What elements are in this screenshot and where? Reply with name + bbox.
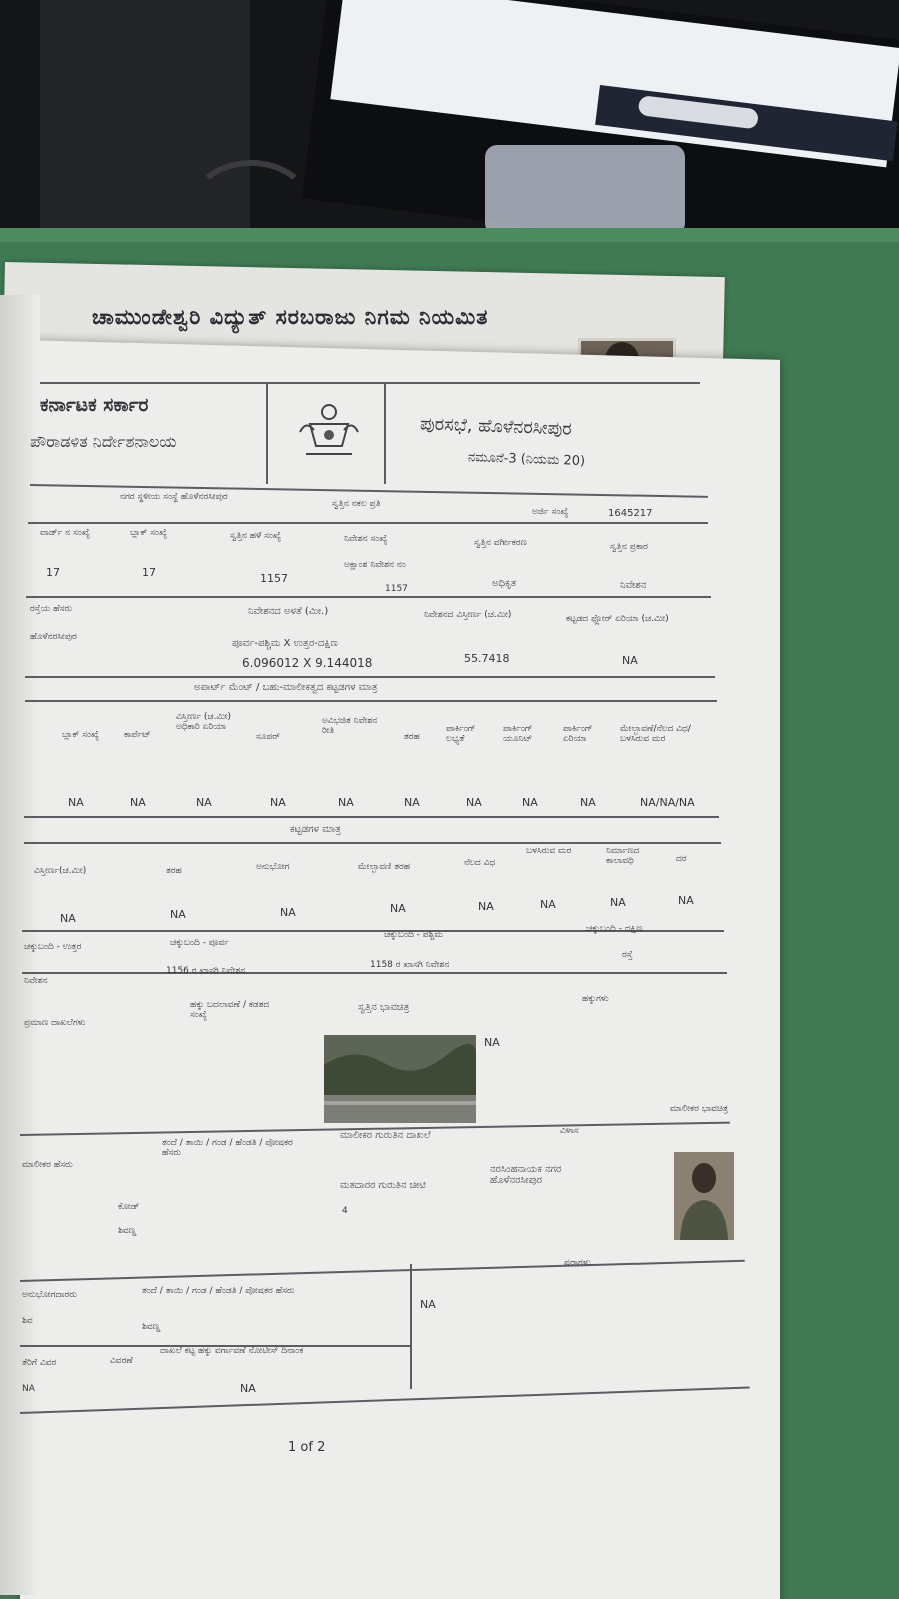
rule	[25, 676, 715, 678]
apt-header-parking-unit: ಪಾರ್ಕಿಂಗ್ ಯೂನಿಟ್	[503, 724, 533, 744]
rights-label: ಹಕ್ಕುಗಳು	[582, 994, 609, 1004]
light-glare	[485, 145, 685, 235]
old-number-value: 1157	[260, 572, 288, 585]
apt-header-type: ತರಹ	[404, 732, 420, 742]
holder-name-a: ಶಿವ	[22, 1316, 33, 1326]
type-value: ನಿವೇಶನ	[620, 580, 647, 591]
owner-code-name: ಶಿವಣ್ಣ	[118, 1226, 137, 1236]
owner-photo	[674, 1152, 734, 1240]
boundary-south-label: ಚಕ್ಕುಬಂದಿ - ದಕ್ಷಿಣ	[586, 924, 643, 934]
property-photo-label: ಸ್ವತ್ತಿನ ಭಾವಚಿತ್ರ	[358, 1002, 410, 1013]
bld-header-rate: ದರ	[676, 854, 687, 864]
bld-header-roof: ಮೇಲ್ಛಾವಣಿ ತರಹ	[358, 862, 410, 872]
appl-number: 1645217	[608, 508, 653, 519]
bld-value: NA	[170, 908, 186, 921]
voter-id-label: ಮತದಾರರ ಗುರುತಿನ ಚೀಟಿ	[340, 1180, 426, 1191]
rule-v	[384, 384, 386, 484]
owner-photo-label: ಮಾಲೀಕರ ಭಾವಚಿತ್ರ	[670, 1104, 729, 1114]
apt-value: NA	[68, 796, 84, 809]
classification-value: ಅಧಿಕೃತ	[492, 578, 517, 589]
property-photo	[324, 1035, 476, 1123]
bld-header-area: ವಿಸ್ತೀರ್ಣ(ಚ.ಮೀ)	[34, 866, 87, 876]
bld-value: NA	[678, 894, 694, 907]
rule	[24, 816, 719, 818]
rule-v	[266, 384, 268, 484]
ward-value: 17	[46, 566, 60, 579]
holder-label: ಅನುಭೋಗದಾರರು	[22, 1290, 77, 1300]
rule	[40, 382, 700, 384]
apt-value: NA	[466, 796, 482, 809]
rule	[26, 596, 711, 598]
boundary-west-label: ಚಕ್ಕುಬಂದಿ - ಪಶ್ಚಿಮ	[384, 930, 443, 940]
municipality-name: ಪುರಸಭೆ, ಹೊಳೆನರಸೀಪುರ	[419, 413, 573, 440]
tax-value: NA	[240, 1382, 256, 1395]
folder-edge	[0, 228, 899, 242]
street-label: ರಸ್ತೆಯ ಹೆಸರು	[30, 604, 73, 614]
rule-v	[410, 1264, 412, 1389]
apt-value: NA/NA/NA	[640, 796, 695, 809]
apt-value: NA	[130, 796, 146, 809]
apt-value: NA	[270, 796, 286, 809]
dimensions-sub-label: ಪೂರ್ವ-ಪಶ್ಚಿಮ X ಉತ್ತರ-ದಕ್ಷಿಣ	[232, 638, 338, 649]
apt-header-super: ಸೂಪರ್	[256, 732, 280, 742]
tax-sub-label: ವಿವರಣೆ	[110, 1356, 133, 1366]
built-area-label: ಕಟ್ಟಡದ ಫ್ಲೋರ್ ಏರಿಯಾ (ಚ.ಮೀ)	[566, 614, 669, 624]
rule	[24, 842, 721, 844]
rights-change-label: ಹಕ್ಕು ಬದಲಾವಣೆ / ಕಡತದ ಸಂಖ್ಯೆ	[190, 1000, 270, 1020]
apt-value: NA	[404, 796, 420, 809]
town-label: ನಗರ ಸ್ಥಳೀಯ ಸಂಸ್ಥೆ ಹೊಳೆನರಸೀಪುರ	[120, 492, 228, 502]
street-value: ಹೊಳೆನರಸೀಪುರ	[30, 632, 77, 642]
block-label: ಬ್ಲಾಕ್ ಸಂಖ್ಯೆ	[130, 528, 168, 538]
address-label: ವಿಳಾಸ	[560, 1126, 579, 1136]
old-number-label: ಸ್ವತ್ತಿನ ಹಳೆ ಸಂಖ್ಯೆ	[230, 531, 282, 541]
tax-label: ತೆರಿಗೆ ವಿವರ	[22, 1358, 57, 1368]
bld-value: NA	[610, 896, 626, 909]
classification-label: ಸ್ವತ್ತಿನ ವರ್ಗೀಕರಣ	[474, 538, 527, 548]
bld-header-wood: ಬಳಸಿರುವ ಮರ	[526, 846, 572, 856]
plot-number-label: ನಿವೇಶನ ಸಂಖ್ಯೆ	[344, 534, 388, 544]
dimensions-value: 6.096012 X 9.144018	[242, 656, 373, 670]
rule	[25, 700, 717, 702]
holder-name-b: ಶಿವಣ್ಣ	[142, 1322, 161, 1332]
plot-number-value: 1157	[385, 584, 408, 594]
bld-value: NA	[280, 906, 296, 919]
owner-id-label: ಮಾಲೀಕರ ಗುರುತಿನ ದಾಖಲೆ	[340, 1130, 431, 1141]
directorate-title: ಪೌರಾಡಳಿತ ನಿರ್ದೇಶನಾಲಯ	[30, 432, 177, 451]
bld-value: NA	[478, 900, 494, 913]
boundary-west-value: 1158 ರ ಖಾಸಗಿ ನಿವೇಶನ	[370, 960, 450, 970]
bld-value: NA	[60, 912, 76, 925]
form-number: ನಮೂನೆ-3 (ನಿಯಮ 20)	[467, 449, 586, 470]
owner-name-label: ಮಾಲೀಕರ ಹೆಸರು	[22, 1160, 73, 1170]
boundary-north-value: ನಿವೇಶನ	[24, 976, 48, 986]
apt-value: NA	[580, 796, 596, 809]
plot-sub-label: ಅಕ್ಷಾಂಶ ನಿವೇಶನ ನಂ	[344, 560, 406, 570]
apt-header-carpet: ಕಾರ್ಪೆಟ್	[124, 730, 151, 740]
area-label: ನಿವೇಶನದ ವಿಸ್ತೀರ್ಣ (ಚ.ಮೀ)	[424, 610, 512, 620]
property-copy-label: ಸ್ವತ್ತಿನ ನಕಲ ಪ್ರತಿ	[332, 499, 381, 509]
boundary-east-label: ಚಕ್ಕುಬಂದಿ - ಪೂರ್ವ	[170, 938, 229, 948]
page-indicator: 1 of 2	[288, 1440, 326, 1455]
address-value: ನರಸಿಂಹನಾಯಕ ನಗರ ಹೊಳೆನರಸೀಪುರ	[490, 1164, 562, 1186]
bld-header-use: ಅನುಭೋಗ	[256, 862, 290, 872]
apartment-heading: ಅಪಾರ್ಟ್ ಮೆಂಟ್ / ಬಹು-ಮಾಲೀಕತ್ವದ ಕಟ್ಟಡಗಳ ಮಾತ್ರ	[194, 682, 378, 693]
apt-value: NA	[338, 796, 354, 809]
apt-header-parking-area: ಪಾರ್ಕಿಂಗ್ ಏರಿಯಾ	[563, 724, 593, 744]
appl-label: ಅರ್ಜಿ ಸಂಖ್ಯೆ	[532, 507, 569, 517]
back-sheet-title: ಚಾಮುಂಡೇಶ್ವರಿ ವಿದ್ಯುತ್ ಸರಬರಾಜು ನಿಗಮ ನಿಯಮಿತ	[92, 305, 489, 329]
block-value: 17	[142, 566, 156, 579]
govt-title: ಕರ್ನಾಟಕ ಸರ್ಕಾರ	[40, 394, 149, 416]
type-label: ಸ್ವತ್ತಿನ ಪ್ರಕಾರ	[610, 542, 648, 552]
apt-header-parking-avail: ಪಾರ್ಕಿಂಗ್ ಲಭ್ಯತೆ	[446, 724, 476, 744]
owner-code-label: ಕೋಡ್	[118, 1202, 140, 1212]
dimensions-label: ನಿವೇಶನದ ಅಳತೆ (ಮೀ.)	[248, 606, 329, 617]
documents-label: ಪ್ರಮಾಣ ದಾಖಲೆಗಳು	[24, 1018, 86, 1028]
bld-value: NA	[390, 902, 406, 915]
rights-value: NA	[484, 1036, 500, 1049]
boundary-east-value: 1156 ರ ಖಾಸಗಿ ನಿವೇಶನ	[166, 966, 246, 976]
voter-id-value: 4	[342, 1206, 348, 1216]
bld-header-floor: ನೆಲದ ವಿಧ	[464, 858, 496, 868]
tax-left-value: NA	[22, 1384, 35, 1394]
apt-header-roof: ಮೇಲ್ಛಾವಣೆ/ನೆಲದ ವಿಧ/ಬಳಸಿರುವ ಮರ	[620, 724, 691, 744]
built-area-value: NA	[622, 654, 638, 667]
bld-header-type: ತರಹ	[166, 866, 182, 876]
apt-header-area: ವಿಸ್ತೀರ್ಣ (ಚ.ಮೀ) ಅಧಿಕಾರಿ ಏರಿಯಾ	[176, 712, 232, 732]
apt-value: NA	[522, 796, 538, 809]
tax-notice-label: ದಾಖಲೆ ಕಟ್ಟ ಹಕ್ಕು ವರ್ಗಾವಣೆ ನೋಟೀಸ್ ದಿನಾಂಕ	[160, 1346, 304, 1356]
boundary-north-label: ಚಕ್ಕುಬಂದಿ - ಉತ್ತರ	[24, 942, 82, 952]
remarks-label: ಷರಾಗಳು	[564, 1258, 591, 1268]
building-heading: ಕಟ್ಟಡಗಳ ಮಾತ್ರ	[290, 824, 341, 835]
rule	[28, 522, 708, 524]
apt-value: NA	[196, 796, 212, 809]
holder-value: NA	[420, 1298, 436, 1311]
apt-header-undivided: ಅವಿಭಜಿತ ನಿವೇಶನ ರೀತಿ	[322, 716, 378, 736]
state-emblem-icon	[292, 402, 366, 464]
owner-relation-label: ತಂದೆ / ತಾಯಿ / ಗಂಡ / ಹೆಂಡತಿ / ಪೋಷಕರ ಹೆಸರು	[162, 1138, 293, 1158]
rule	[22, 972, 727, 974]
boundary-south-value: ರಸ್ತೆ	[622, 950, 633, 960]
holder-relation-label: ತಂದೆ / ತಾಯಿ / ಗಂಡ / ಹೆಂಡತಿ / ಪೋಷಕರ ಹೆಸರು	[142, 1286, 295, 1296]
bld-value: NA	[540, 898, 556, 911]
area-value: 55.7418	[464, 652, 510, 665]
ward-label: ವಾರ್ಡ್ ನ ಸಂಖ್ಯೆ	[40, 528, 90, 538]
bld-header-period: ನಿರ್ಮಾಣದ ಕಾಲಾವಧಿ	[606, 846, 640, 866]
apt-header-block: ಬ್ಲಾಕ್ ಸಂಖ್ಯೆ	[62, 730, 100, 740]
